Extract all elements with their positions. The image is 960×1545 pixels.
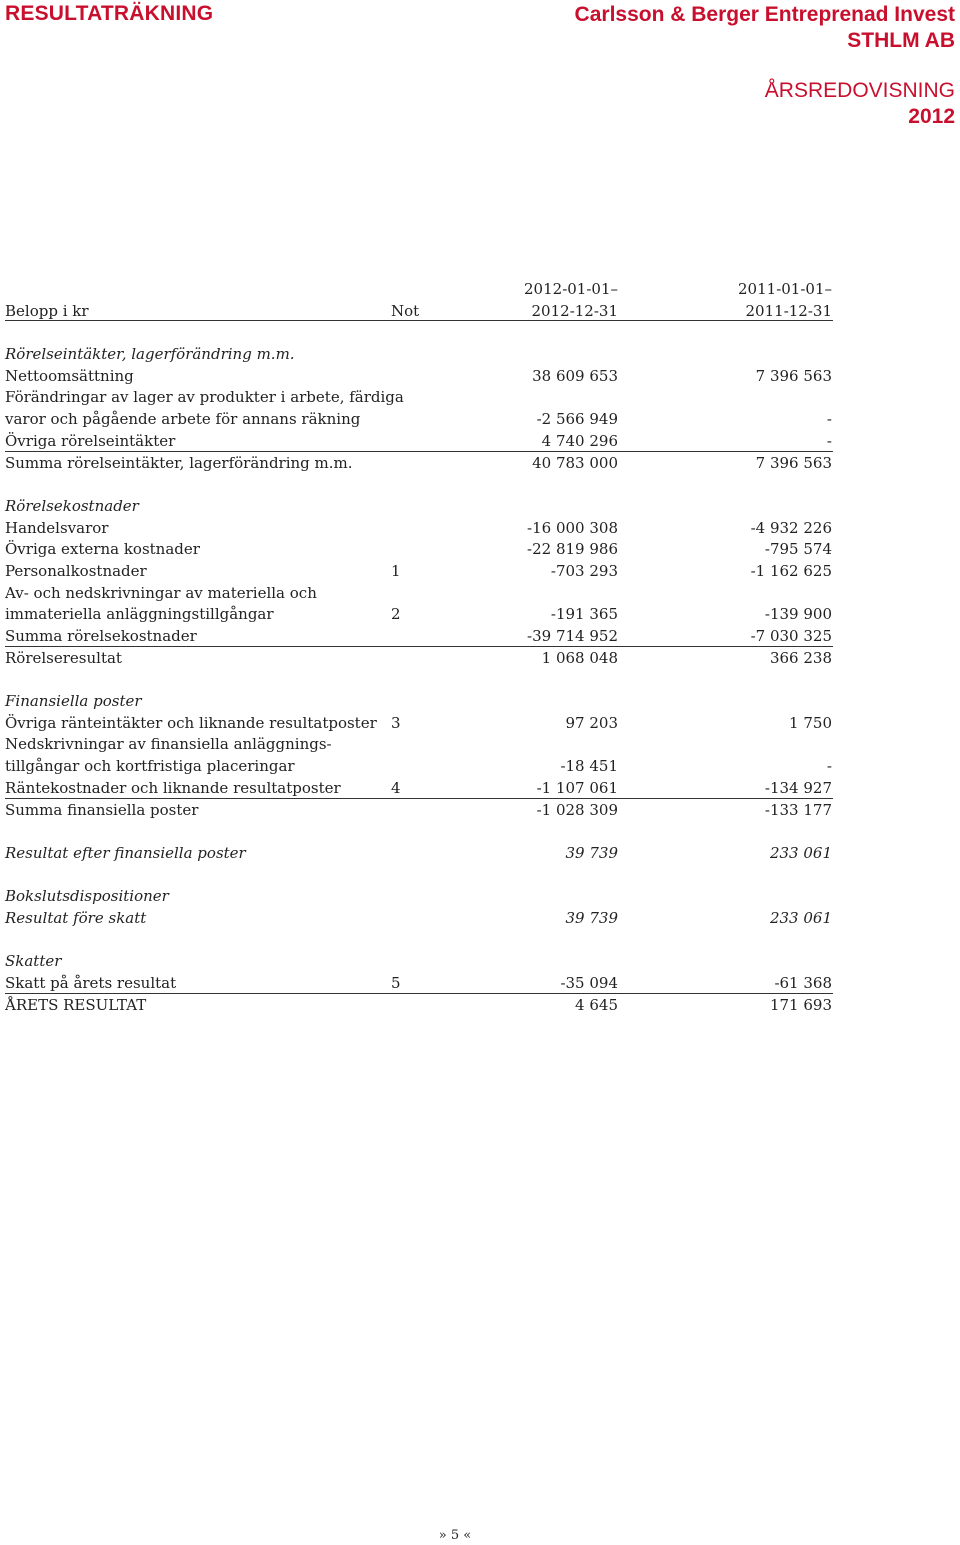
report-year: 2012 [908, 105, 955, 128]
spacer [5, 865, 833, 887]
column-period-2011-start: 2011-01-01– [738, 280, 832, 298]
row-note: 2 [391, 605, 401, 624]
column-period-2012-start: 2012-01-01– [524, 280, 618, 298]
value-2012: -191 365 [550, 605, 618, 624]
table-row [5, 734, 833, 756]
table-row [5, 518, 833, 540]
row-label: Summa rörelsekostnader [5, 627, 197, 645]
value-2011: -134 927 [764, 778, 832, 797]
column-label-note: Not [391, 301, 420, 320]
value-2012: 97 203 [565, 713, 618, 732]
section-label: Skatter [5, 952, 62, 971]
table-row [5, 713, 833, 735]
report-title-text: ÅRSREDOVISNING [764, 79, 955, 102]
column-label-amount: Belopp i kr [5, 301, 89, 320]
section-heading [5, 344, 833, 366]
row-label: Räntekostnader och liknande resultatposter [5, 778, 341, 797]
row-note: 4 [391, 778, 401, 797]
row-label: Resultat efter finansiella poster [5, 843, 246, 862]
column-header-top [5, 279, 833, 301]
table-row [5, 604, 833, 626]
column-period-2012-end: 2012-12-31 [531, 301, 618, 320]
value-2012: -1 028 309 [536, 800, 618, 819]
value-2011: -139 900 [764, 605, 832, 624]
spacer [5, 821, 833, 843]
value-2012: -16 000 308 [527, 518, 618, 537]
value-2011: 233 061 [769, 843, 832, 862]
value-2012: -703 293 [550, 561, 618, 580]
spacer [5, 669, 833, 691]
value-2012: 38 609 653 [532, 366, 618, 385]
value-2012: -35 094 [560, 974, 618, 992]
section-heading [5, 496, 833, 518]
table-row [5, 453, 833, 475]
value-2012: 4 645 [575, 995, 618, 1014]
section-heading [5, 886, 833, 908]
section-label: Finansiella poster [5, 692, 142, 711]
table-row [5, 908, 833, 930]
table-row [5, 583, 833, 605]
table-row [5, 843, 833, 865]
value-2012: 1 068 048 [541, 648, 618, 667]
spacer [5, 322, 833, 344]
value-2011: 7 396 563 [755, 366, 832, 385]
row-note: 3 [391, 713, 401, 732]
value-2011: 366 238 [769, 648, 832, 667]
table-row [5, 366, 833, 388]
value-2012: -22 819 986 [527, 540, 618, 559]
value-2012: 39 739 [565, 908, 618, 927]
row-note: 5 [391, 974, 401, 992]
table-row [5, 995, 833, 1017]
row-label: Nettoomsättning [5, 366, 134, 385]
table-row [5, 561, 833, 583]
value-2011: 171 693 [769, 995, 832, 1014]
table-row [5, 800, 833, 822]
row-label: Rörelseresultat [5, 648, 122, 667]
row-label: Förändringar av lager av produkter i arbete, färdiga [5, 388, 404, 407]
company-name [575, 2, 955, 54]
table-row [5, 387, 833, 409]
company-name-line1: Carlsson & Berger Entreprenad Invest [574, 3, 955, 26]
value-2012: -2 566 949 [536, 410, 618, 429]
value-2011: 233 061 [769, 908, 832, 927]
section-title: RESULTATRÄKNING [5, 2, 214, 25]
spacer [5, 474, 833, 496]
report-title [765, 78, 955, 130]
row-label: Handelsvaror [5, 518, 109, 537]
column-header-bottom [5, 301, 833, 323]
section-heading [5, 951, 833, 973]
value-2011: - [826, 410, 832, 429]
value-2012: -1 107 061 [536, 778, 618, 797]
value-2011: -133 177 [764, 800, 832, 819]
value-2011: -7 030 325 [750, 627, 832, 645]
value-2012: -18 451 [560, 757, 618, 776]
row-label: Övriga ränteintäkter och liknande resultatposter [5, 713, 377, 732]
table-row [5, 626, 833, 648]
row-label: Summa rörelseintäkter, lagerförändring m.m. [5, 453, 353, 472]
value-2011: - [826, 757, 832, 776]
table-row [5, 648, 833, 670]
table-row [5, 431, 833, 453]
table-row [5, 756, 833, 778]
value-2012: -39 714 952 [527, 627, 618, 645]
value-2011: -4 932 226 [750, 518, 832, 537]
row-label: Personalkostnader [5, 561, 147, 580]
section-heading [5, 691, 833, 713]
value-2011: -795 574 [764, 540, 832, 559]
company-name-line2: STHLM AB [847, 29, 955, 52]
value-2011: 1 750 [789, 713, 832, 732]
row-label: Av- och nedskrivningar av materiella och [5, 583, 317, 602]
row-label: varor och pågående arbete för annans räkning [5, 410, 361, 429]
row-label: tillgångar och kortfristiga placeringar [5, 757, 295, 776]
row-label: Resultat före skatt [5, 908, 147, 927]
section-label: Bokslutsdispositioner [5, 887, 169, 906]
value-2012: 39 739 [565, 843, 618, 862]
table-row [5, 778, 833, 800]
income-statement-table [5, 279, 833, 1016]
row-label: Summa finansiella poster [5, 800, 199, 819]
table-row [5, 539, 833, 561]
section-label: Rörelseintäkter, lagerförändring m.m. [5, 345, 295, 364]
statement-rows [5, 322, 833, 1016]
row-label: immateriella anläggningstillgångar [5, 605, 274, 624]
table-row [5, 973, 833, 995]
value-2011: - [826, 431, 832, 450]
section-label: Rörelsekostnader [5, 496, 139, 515]
column-period-2011-end: 2011-12-31 [745, 301, 832, 320]
value-2011: 7 396 563 [755, 453, 832, 472]
row-label: Övriga externa kostnader [5, 540, 200, 559]
row-label: Skatt på årets resultat [5, 974, 177, 992]
row-label: Nedskrivningar av finansiella anläggnings- [5, 735, 332, 754]
value-2011: -61 368 [774, 974, 832, 992]
page-number: » 5 « [438, 1528, 472, 1543]
value-2012: 4 740 296 [541, 431, 618, 450]
value-2011: -1 162 625 [750, 561, 832, 580]
row-label: ÅRETS RESULTAT [5, 995, 147, 1014]
spacer [5, 930, 833, 952]
value-2012: 40 783 000 [532, 453, 618, 472]
table-row [5, 409, 833, 431]
row-label: Övriga rörelseintäkter [5, 431, 176, 450]
row-note: 1 [391, 561, 401, 580]
